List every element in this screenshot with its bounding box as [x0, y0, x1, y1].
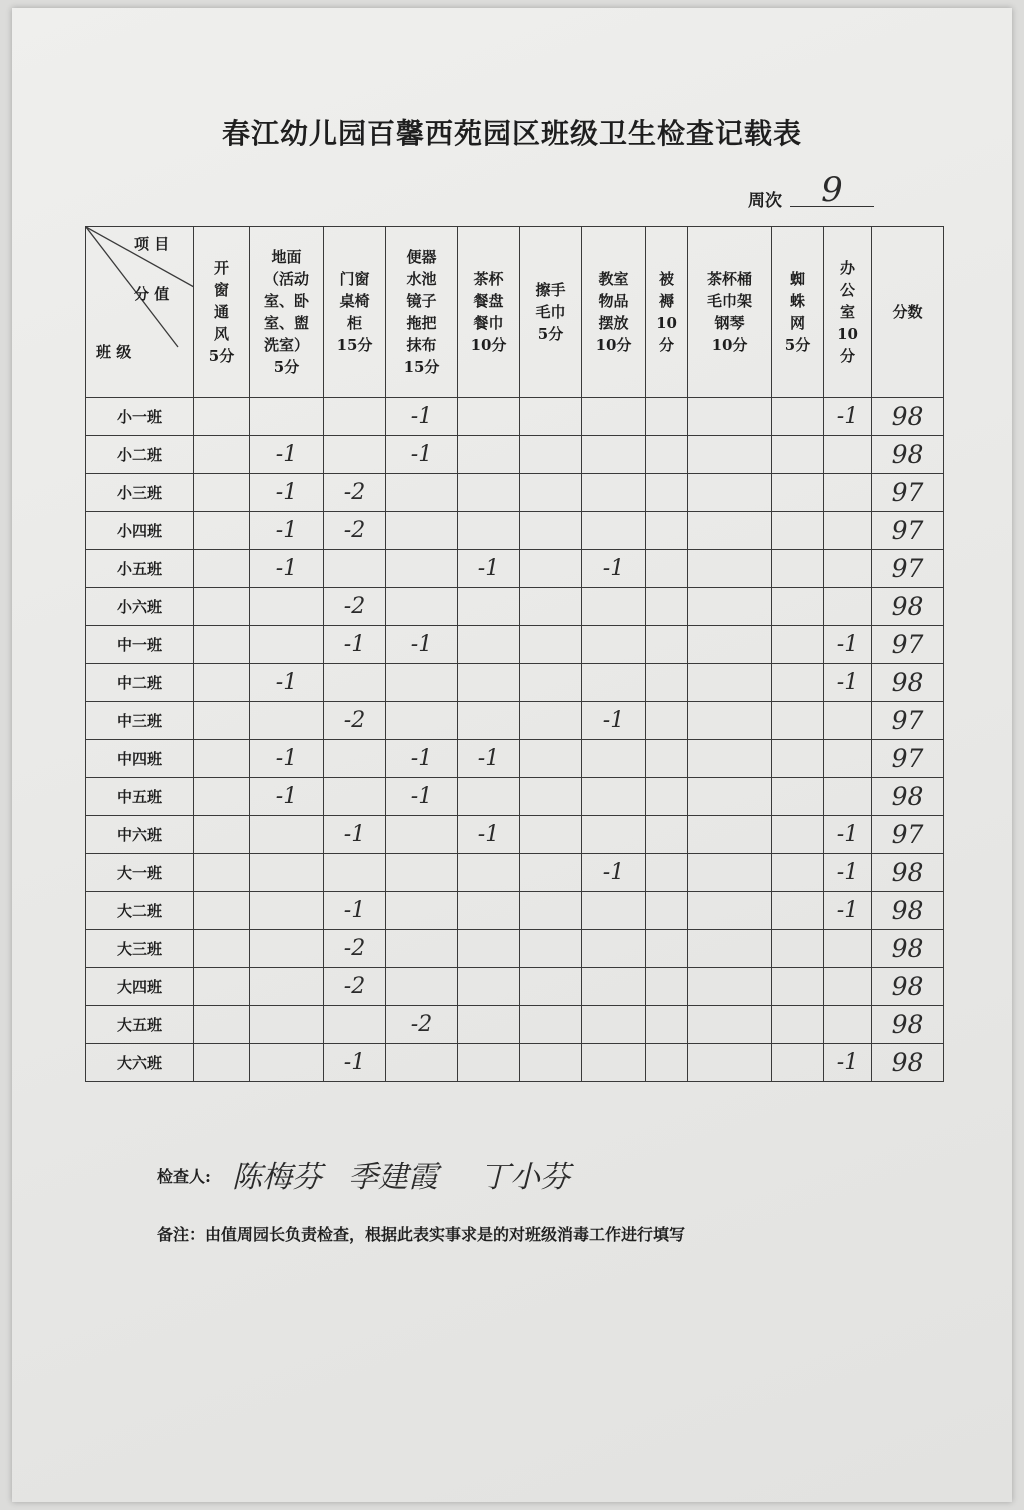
deduction-cell [646, 436, 688, 474]
deduction-cell [250, 930, 324, 968]
deduction-cell [772, 702, 824, 740]
table-row [86, 1044, 944, 1082]
deduction-cell [688, 816, 772, 854]
deduction-cell [458, 626, 520, 664]
deduction-cell [520, 436, 582, 474]
deduction-cell: -1 [386, 398, 458, 436]
deduction-cell: -1 [824, 626, 872, 664]
deduction-cell [582, 1044, 646, 1082]
deduction-cell [772, 512, 824, 550]
deduction-cell [688, 702, 772, 740]
deduction-cell [772, 816, 824, 854]
deduction-cell [520, 816, 582, 854]
deduction-cell: -1 [458, 816, 520, 854]
col-header-ventilation: 开 窗 通 风 5分 [194, 227, 250, 398]
deduction-cell [772, 892, 824, 930]
deduction-cell [458, 930, 520, 968]
class-name-cell: 中六班 [86, 816, 194, 854]
deduction-cell [772, 626, 824, 664]
deduction-cell [646, 1006, 688, 1044]
deduction-cell [250, 816, 324, 854]
deduction-cell [386, 930, 458, 968]
deduction-cell [582, 436, 646, 474]
deduction-cell [458, 512, 520, 550]
deduction-cell [386, 854, 458, 892]
deduction-cell [582, 930, 646, 968]
deduction-cell [458, 778, 520, 816]
table-row [86, 778, 944, 816]
corner-class-label: 班 级 [96, 343, 132, 361]
deduction-cell: -1 [824, 892, 872, 930]
header-row [86, 227, 944, 398]
deduction-cell [824, 512, 872, 550]
table-row [86, 588, 944, 626]
score-cell: 98 [872, 436, 944, 474]
deduction-cell [688, 664, 772, 702]
deduction-cell [194, 854, 250, 892]
deduction-cell [520, 1044, 582, 1082]
score-cell: 97 [872, 816, 944, 854]
col-header-bedding: 被 褥 10 分 [646, 227, 688, 398]
table-row [86, 398, 944, 436]
inspection-table [85, 226, 944, 1082]
deduction-cell [194, 892, 250, 930]
deduction-cell: -1 [458, 550, 520, 588]
deduction-cell [520, 702, 582, 740]
table-row [86, 550, 944, 588]
deduction-cell [646, 892, 688, 930]
score-cell: 98 [872, 1044, 944, 1082]
deduction-cell [386, 816, 458, 854]
deduction-cell [520, 854, 582, 892]
deduction-cell [772, 778, 824, 816]
class-name-cell: 中二班 [86, 664, 194, 702]
table-row [86, 968, 944, 1006]
deduction-cell [582, 588, 646, 626]
deduction-cell [688, 854, 772, 892]
deduction-cell [520, 512, 582, 550]
deduction-cell [324, 436, 386, 474]
col-header-hand-towel: 擦手 毛巾 5分 [520, 227, 582, 398]
class-name-cell: 小四班 [86, 512, 194, 550]
deduction-cell [520, 778, 582, 816]
deduction-cell [386, 892, 458, 930]
deduction-cell [582, 626, 646, 664]
deduction-cell [688, 474, 772, 512]
corner-header [86, 227, 194, 398]
deduction-cell [458, 1044, 520, 1082]
deduction-cell [386, 968, 458, 1006]
col-header-score: 分数 [872, 227, 944, 398]
deduction-cell [646, 816, 688, 854]
score-cell: 98 [872, 892, 944, 930]
deduction-cell [582, 474, 646, 512]
deduction-cell: -1 [250, 740, 324, 778]
deduction-cell [458, 1006, 520, 1044]
table-row [86, 702, 944, 740]
deduction-cell: -1 [582, 854, 646, 892]
deduction-cell: -1 [324, 1044, 386, 1082]
deduction-cell [250, 702, 324, 740]
deduction-cell: -1 [824, 816, 872, 854]
table-row [86, 664, 944, 702]
deduction-cell [520, 740, 582, 778]
deduction-cell: -1 [582, 550, 646, 588]
col-header-spider-web: 蜘 蛛 网 5分 [772, 227, 824, 398]
deduction-cell [646, 664, 688, 702]
deduction-cell [520, 398, 582, 436]
deduction-cell [324, 664, 386, 702]
class-name-cell: 大五班 [86, 1006, 194, 1044]
table-row [86, 436, 944, 474]
deduction-cell [582, 1006, 646, 1044]
table-row [86, 512, 944, 550]
week-label: 周次 [748, 191, 782, 211]
deduction-cell: -1 [824, 398, 872, 436]
deduction-cell [646, 398, 688, 436]
deduction-cell [250, 968, 324, 1006]
table-row [86, 1006, 944, 1044]
deduction-cell [458, 398, 520, 436]
deduction-cell [646, 968, 688, 1006]
col-header-cup-bucket: 茶杯桶 毛巾架 钢琴 10分 [688, 227, 772, 398]
class-name-cell: 中四班 [86, 740, 194, 778]
deduction-cell [646, 930, 688, 968]
deduction-cell [386, 588, 458, 626]
score-cell: 98 [872, 398, 944, 436]
deduction-cell [772, 398, 824, 436]
deduction-cell [646, 702, 688, 740]
deduction-cell [458, 588, 520, 626]
document-title: 春江幼儿园百馨西苑园区班级卫生检查记载表 [221, 117, 802, 150]
deduction-cell [772, 474, 824, 512]
deduction-cell [772, 664, 824, 702]
deduction-cell [194, 550, 250, 588]
deduction-cell [194, 398, 250, 436]
deduction-cell [646, 778, 688, 816]
table-row [86, 740, 944, 778]
class-name-cell: 大三班 [86, 930, 194, 968]
deduction-cell: -1 [324, 626, 386, 664]
col-header-classroom-items: 教室 物品 摆放 10分 [582, 227, 646, 398]
deduction-cell [824, 930, 872, 968]
deduction-cell: -1 [824, 1044, 872, 1082]
col-header-cups-plates: 茶杯 餐盘 餐巾 10分 [458, 227, 520, 398]
deduction-cell [458, 968, 520, 1006]
col-header-office: 办 公 室 10 分 [824, 227, 872, 398]
deduction-cell: -2 [324, 512, 386, 550]
deduction-cell [772, 968, 824, 1006]
deduction-cell [688, 398, 772, 436]
deduction-cell: -1 [250, 778, 324, 816]
deduction-cell [324, 778, 386, 816]
deduction-cell [250, 892, 324, 930]
deduction-cell: -1 [250, 474, 324, 512]
score-cell: 98 [872, 778, 944, 816]
deduction-cell: -1 [824, 854, 872, 892]
deduction-cell [646, 854, 688, 892]
inspector-signature-3: 丁小芬 [480, 1160, 570, 1195]
deduction-cell [250, 588, 324, 626]
deduction-cell [824, 702, 872, 740]
class-name-cell: 大二班 [86, 892, 194, 930]
deduction-cell [772, 588, 824, 626]
deduction-cell [194, 588, 250, 626]
deduction-cell: -1 [824, 664, 872, 702]
deduction-cell [194, 1044, 250, 1082]
score-cell: 97 [872, 626, 944, 664]
deduction-cell [772, 854, 824, 892]
deduction-cell [582, 816, 646, 854]
deduction-cell [386, 1044, 458, 1082]
table-row [86, 892, 944, 930]
deduction-cell [688, 930, 772, 968]
score-cell: 98 [872, 854, 944, 892]
deduction-cell [772, 1006, 824, 1044]
class-name-cell: 小五班 [86, 550, 194, 588]
deduction-cell [646, 550, 688, 588]
deduction-cell [646, 740, 688, 778]
deduction-cell [772, 740, 824, 778]
deduction-cell: -2 [324, 968, 386, 1006]
deduction-cell [688, 588, 772, 626]
class-name-cell: 小一班 [86, 398, 194, 436]
deduction-cell [194, 436, 250, 474]
deduction-cell [520, 588, 582, 626]
deduction-cell [520, 626, 582, 664]
deduction-cell [194, 512, 250, 550]
deduction-cell [582, 398, 646, 436]
deduction-cell: -1 [324, 816, 386, 854]
deduction-cell [324, 854, 386, 892]
deduction-cell [582, 778, 646, 816]
deduction-cell [458, 854, 520, 892]
table-row [86, 930, 944, 968]
deduction-cell [646, 1044, 688, 1082]
deduction-cell [458, 664, 520, 702]
score-cell: 98 [872, 588, 944, 626]
deduction-cell: -1 [324, 892, 386, 930]
score-cell: 98 [872, 664, 944, 702]
class-name-cell: 大一班 [86, 854, 194, 892]
deduction-cell [688, 892, 772, 930]
deduction-cell [688, 512, 772, 550]
deduction-cell [520, 892, 582, 930]
deduction-cell [772, 1044, 824, 1082]
deduction-cell [772, 550, 824, 588]
deduction-cell: -2 [386, 1006, 458, 1044]
deduction-cell [520, 930, 582, 968]
deduction-cell: -1 [250, 550, 324, 588]
deduction-cell [582, 740, 646, 778]
deduction-cell [688, 778, 772, 816]
class-name-cell: 小六班 [86, 588, 194, 626]
score-cell: 98 [872, 968, 944, 1006]
deduction-cell [824, 1006, 872, 1044]
deduction-cell [772, 436, 824, 474]
deduction-cell [194, 626, 250, 664]
deduction-cell [520, 550, 582, 588]
col-header-floor: 地面 （活动 室、卧 室、盥 洗室） 5分 [250, 227, 324, 398]
deduction-cell [194, 816, 250, 854]
inspector-signature-2: 季建霞 [348, 1160, 438, 1195]
deduction-cell [386, 550, 458, 588]
deduction-cell [386, 512, 458, 550]
score-cell: 97 [872, 512, 944, 550]
deduction-cell [194, 474, 250, 512]
deduction-cell [194, 930, 250, 968]
deduction-cell [520, 474, 582, 512]
deduction-cell [824, 474, 872, 512]
deduction-cell [824, 436, 872, 474]
deduction-cell: -1 [458, 740, 520, 778]
deduction-cell [520, 968, 582, 1006]
table-row [86, 474, 944, 512]
deduction-cell [688, 740, 772, 778]
deduction-cell [582, 664, 646, 702]
deduction-cell [688, 436, 772, 474]
score-cell: 97 [872, 550, 944, 588]
deduction-cell [824, 588, 872, 626]
deduction-cell [194, 1006, 250, 1044]
deduction-cell [386, 474, 458, 512]
deduction-cell: -2 [324, 702, 386, 740]
score-cell: 98 [872, 1006, 944, 1044]
class-name-cell: 中一班 [86, 626, 194, 664]
deduction-cell [250, 626, 324, 664]
deduction-cell: -2 [324, 474, 386, 512]
corner-item-label: 项 目 [134, 235, 170, 253]
deduction-cell: -1 [250, 436, 324, 474]
deduction-cell: -2 [324, 930, 386, 968]
deduction-cell [324, 550, 386, 588]
deduction-cell [250, 1044, 324, 1082]
deduction-cell [458, 436, 520, 474]
deduction-cell: -1 [386, 740, 458, 778]
deduction-cell [386, 664, 458, 702]
deduction-cell [646, 512, 688, 550]
score-cell: 97 [872, 740, 944, 778]
table-row [86, 626, 944, 664]
deduction-cell [194, 664, 250, 702]
class-name-cell: 大六班 [86, 1044, 194, 1082]
deduction-cell [646, 474, 688, 512]
corner-score-label: 分 值 [134, 285, 170, 303]
deduction-cell [250, 398, 324, 436]
deduction-cell [772, 930, 824, 968]
deduction-cell [324, 398, 386, 436]
class-name-cell: 小三班 [86, 474, 194, 512]
deduction-cell: -1 [386, 626, 458, 664]
deduction-cell [646, 588, 688, 626]
deduction-cell [824, 550, 872, 588]
deduction-cell [458, 892, 520, 930]
deduction-cell [688, 968, 772, 1006]
deduction-cell [250, 854, 324, 892]
table-row [86, 854, 944, 892]
table-row [86, 816, 944, 854]
inspector-signature-1: 陈梅芬 [232, 1160, 322, 1195]
table-body [86, 398, 944, 1082]
deduction-cell [824, 778, 872, 816]
deduction-cell [688, 1006, 772, 1044]
deduction-cell [688, 550, 772, 588]
deduction-cell [582, 968, 646, 1006]
deduction-cell [520, 664, 582, 702]
deduction-cell [824, 740, 872, 778]
deduction-cell [688, 626, 772, 664]
deduction-cell [688, 1044, 772, 1082]
inspector-label: 检查人: [157, 1167, 211, 1186]
class-name-cell: 中五班 [86, 778, 194, 816]
deduction-cell [194, 740, 250, 778]
deduction-cell [520, 1006, 582, 1044]
deduction-cell [250, 1006, 324, 1044]
deduction-cell [324, 1006, 386, 1044]
class-name-cell: 大四班 [86, 968, 194, 1006]
deduction-cell [386, 702, 458, 740]
deduction-cell: -1 [386, 436, 458, 474]
deduction-cell [324, 740, 386, 778]
deduction-cell [458, 474, 520, 512]
score-cell: 98 [872, 930, 944, 968]
deduction-cell [458, 702, 520, 740]
deduction-cell [582, 512, 646, 550]
week-value: 9 [790, 170, 874, 207]
class-name-cell: 中三班 [86, 702, 194, 740]
footnote: 备注：由值周园长负责检查，根据此表实事求是的对班级消毒工作进行填写 [157, 1225, 686, 1244]
score-cell: 97 [872, 702, 944, 740]
deduction-cell: -2 [324, 588, 386, 626]
col-header-doors-windows: 门窗 桌椅 柜 15分 [324, 227, 386, 398]
deduction-cell [824, 968, 872, 1006]
deduction-cell [194, 968, 250, 1006]
col-header-toilet-sink: 便器 水池 镜子 拖把 抹布 15分 [386, 227, 458, 398]
deduction-cell [194, 702, 250, 740]
deduction-cell [194, 778, 250, 816]
deduction-cell [646, 626, 688, 664]
deduction-cell: -1 [386, 778, 458, 816]
deduction-cell [582, 892, 646, 930]
deduction-cell: -1 [250, 664, 324, 702]
deduction-cell: -1 [250, 512, 324, 550]
deduction-cell: -1 [582, 702, 646, 740]
score-cell: 97 [872, 474, 944, 512]
class-name-cell: 小二班 [86, 436, 194, 474]
